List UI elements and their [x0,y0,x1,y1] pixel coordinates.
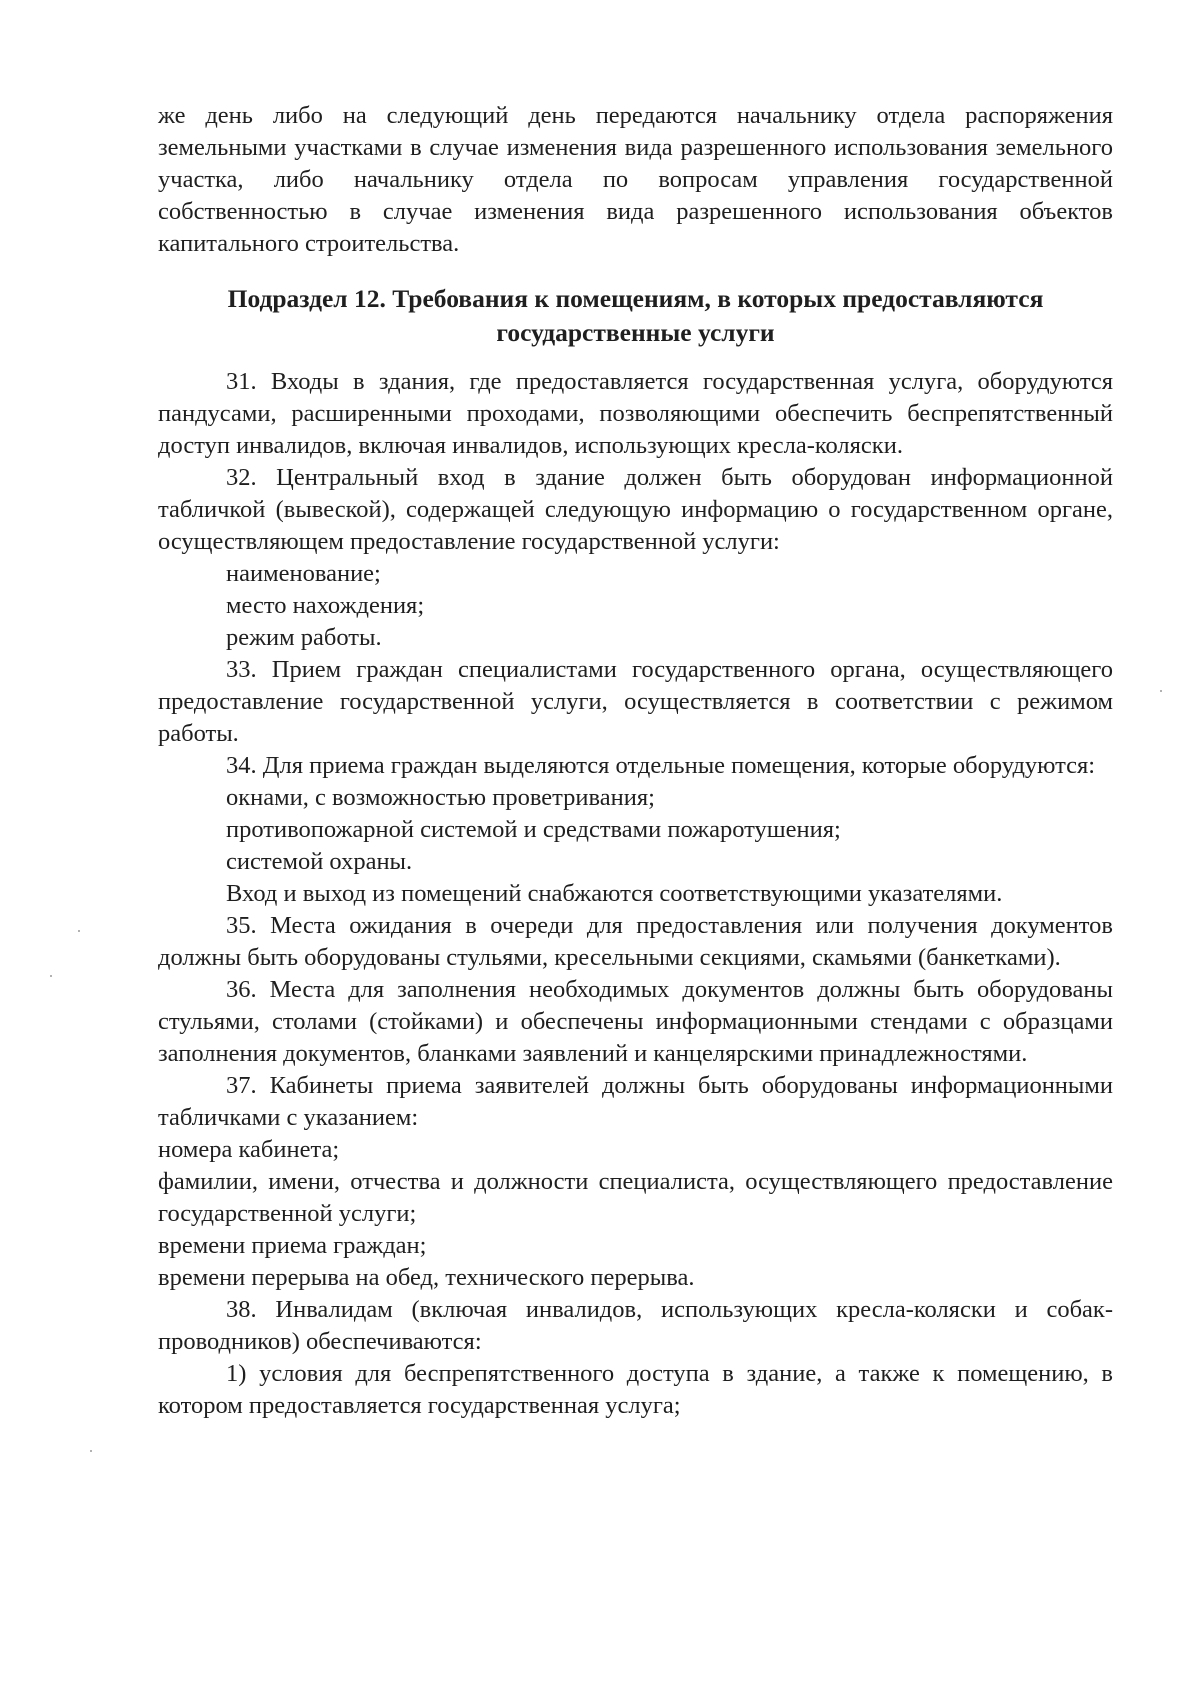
section-heading: Подраздел 12. Требования к помещениям, в которых предоставляются государственные услуги [227,284,1044,347]
list-item-security: системой охраны. [226,848,413,875]
scan-speck [1160,690,1162,692]
paragraph-35: 35. Места ожидания в очереди для предоставления или получения документов должны быть оборудованы стульями, кресельными секциями, скамьями (банкетками). [158,912,1113,971]
paragraph-33: 33. Прием граждан специалистами государственного органа, осуществляющего предоставление государственной услуги, осуществляется в соответствии с режимом работы. [158,656,1113,747]
paragraph-36: 36. Места для заполнения необходимых документов должны быть оборудованы стульями, столами (стойками) и обеспечены информационными стендами с образцами заполнения документов, бланками заявлений и канцелярскими принадлежностями. [158,976,1113,1067]
list-item-schedule: режим работы. [226,624,382,651]
scan-speck [78,930,80,932]
list-item-fire-system: противопожарной системой и средствами пожаротушения; [226,816,841,843]
continuation-paragraph: же день либо на следующий день передаются начальнику отдела распоряжения земельными участками в случае изменения вида разрешенного использования земельного участка, либо начальнику отдела по вопросам управления государственной собственностью в случае изменения вида разрешенного использования объектов капитального строительства. [158,102,1113,257]
list-item-room-number: номера кабинета; [158,1136,340,1163]
list-item-windows: окнами, с возможностью проветривания; [226,784,655,811]
paragraph-37: 37. Кабинеты приема заявителей должны быть оборудованы информационными табличками с указанием: [158,1072,1113,1131]
list-item-break-time: времени перерыва на обед, технического перерыва. [158,1264,695,1291]
paragraph-32: 32. Центральный вход в здание должен быть оборудован информационной табличкой (вывеской), содержащей следующую информацию о государственном органе, осуществляющем предоставление государственной услуги: [158,464,1113,555]
paragraph-34: 34. Для приема граждан выделяются отдельные помещения, которые оборудуются: [226,752,1096,779]
scan-speck [50,975,52,977]
list-item-reception-time: времени приема граждан; [158,1232,427,1259]
list-item-location: место нахождения; [226,592,425,619]
paragraph-38: 38. Инвалидам (включая инвалидов, использующих кресла-коляски и собак-проводников) обеспечиваются: [158,1296,1113,1355]
scan-speck [90,1450,92,1452]
paragraph-34-tail: Вход и выход из помещений снабжаются соответствующими указателями. [226,880,1003,907]
document-body [158,100,1113,1422]
list-item-specialist: фамилии, имени, отчества и должности специалиста, осуществляющего предоставление государственной услуги; [158,1168,1113,1227]
list-item-name: наименование; [226,560,381,587]
paragraph-31: 31. Входы в здания, где предоставляется государственная услуга, оборудуются пандусами, расширенными проходами, позволяющими обеспечить беспрепятственный доступ инвалидов, включая инвалидов, использующих кресла-коляски. [158,368,1113,459]
paragraph-38-item-1: 1) условия для беспрепятственного доступа в здание, а также к помещению, в котором предоставляется государственная услуга; [158,1360,1113,1419]
